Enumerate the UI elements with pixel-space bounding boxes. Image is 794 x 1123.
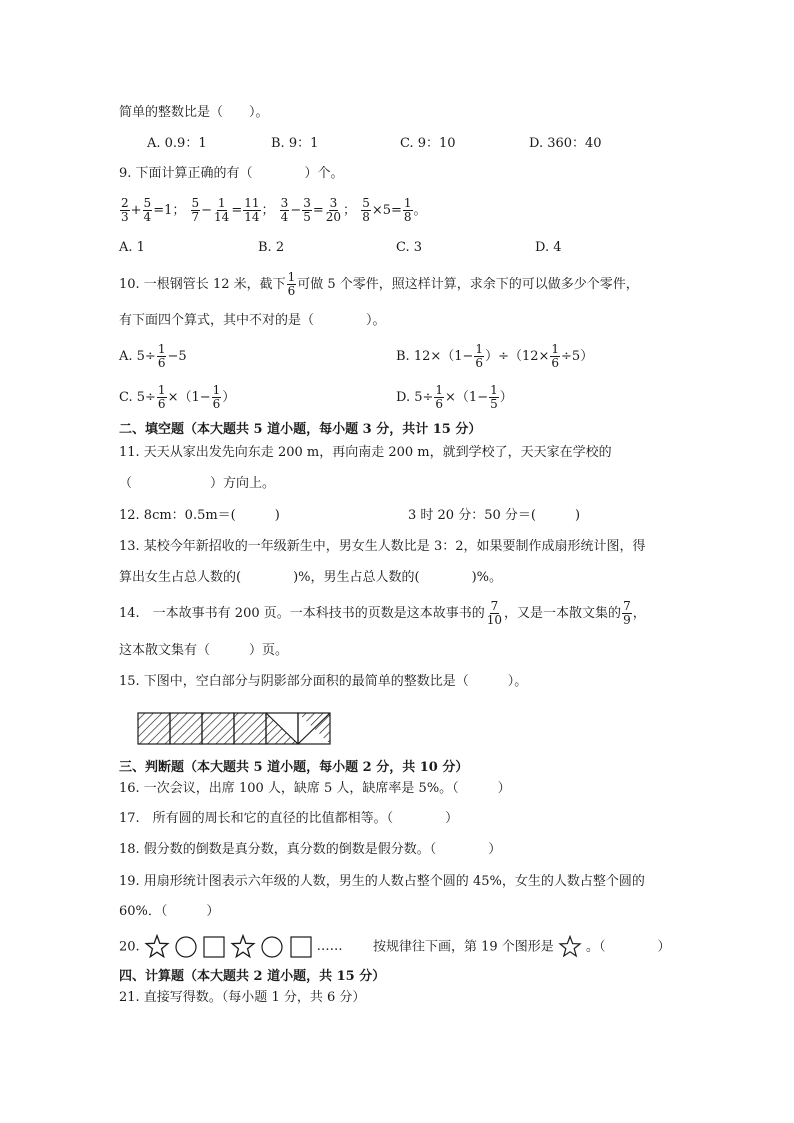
q12-right: 3 时 20 分：50 分＝( ) [408, 508, 581, 523]
fraction: $\frac{3}{4}$ [280, 196, 289, 224]
fraction: $\frac{2}{3}$ [121, 196, 129, 224]
q9-expressions: $\frac{2}{3}$ + $\frac{5}{4}$ =1； $\frac{5}{7}$ − $\frac{1}{14}$ = $\frac{11}{14}$ ； $\frac{3}{4}$ − $\frac{3}{5}$ = $\frac{3}{20}$ ； $\frac{5}{8}$ ×5= $\frac{1}{8}$ 。 [121, 196, 427, 224]
q8-option-d[interactable]: D. 360：40 [529, 136, 602, 151]
q19-line2: 60%．（ ） [119, 904, 220, 919]
fraction: $\frac{5}{4}$ [143, 196, 152, 224]
q14-line1: 14. 一本故事书有 200 页。一本科技书的页数是这本故事书的 $\frac{7}{10}$ ，又是一本散文集的 $\frac{7}{9}$ ， [119, 599, 646, 627]
q19-line1: 19. 用扇形统计图表示六年级的人数，男生的人数占整个圆的 45%，女生的人数占整个圆的 [119, 874, 645, 889]
q8-option-b[interactable]: B. 9：1 [271, 136, 319, 151]
q10-option-c[interactable]: C. 5÷ $\frac{1}{6}$ ×（1− $\frac{1}{6}$ ） [119, 383, 236, 411]
q10-stem-line2: 有下面四个算式，其中不对的是（ ）。 [119, 313, 386, 328]
fraction: $\frac{1}{6}$ [212, 383, 221, 411]
fraction: $\frac{1}{6}$ [475, 342, 484, 370]
fraction: $\frac{7}{10}$ [486, 599, 503, 627]
square-icon [289, 935, 313, 959]
q17: 17. 所有圆的周长和它的直径的比值都相等。（ ） [119, 811, 459, 826]
section-heading-fill-blank: 二、填空题（本大题共 5 道小题，每小题 3 分，共计 15 分） [119, 422, 482, 437]
star-icon [144, 934, 170, 960]
ellipsis: …… [316, 939, 343, 954]
q11-line2: （ ）方向上。 [119, 476, 276, 491]
fraction: $\frac{3}{5}$ [303, 196, 311, 224]
star-icon [230, 934, 256, 960]
star-icon [558, 935, 582, 959]
q9-option-a[interactable]: A. 1 [119, 240, 145, 255]
q18: 18. 假分数的倒数是真分数，真分数的倒数是假分数。（ ） [119, 842, 502, 857]
fraction: $\frac{1}{5}$ [490, 383, 498, 411]
fraction: $\frac{1}{6}$ [157, 383, 166, 411]
fraction: $\frac{11}{14}$ [244, 196, 260, 224]
q10-option-b[interactable]: B. 12×（1− $\frac{1}{6}$ ）÷（12× $\frac{1}{6}$ ÷5） [396, 342, 594, 370]
fraction: $\frac{5}{7}$ [191, 196, 200, 224]
fraction: $\frac{1}{8}$ [403, 196, 412, 224]
q15-stem: 15. 下图中，空白部分与阴影部分面积的最简单的整数比是（ ）。 [119, 674, 528, 689]
q8-option-c[interactable]: C. 9：10 [400, 136, 456, 151]
section-heading-calculation: 四、计算题（本大题共 2 道小题，共 15 分） [119, 969, 386, 984]
q10-option-a[interactable]: A. 5÷ $\frac{1}{6}$ −5 [119, 342, 187, 370]
fraction: $\frac{7}{9}$ [623, 599, 631, 627]
circle-icon [260, 935, 284, 959]
q11-line1: 11. 天天从家出发先向东走 200 m，再向南走 200 m，就到学校了，天天家在学校的 [119, 445, 612, 460]
fraction: $\frac{5}{8}$ [362, 196, 370, 224]
q9-option-c[interactable]: C. 3 [396, 240, 423, 255]
q10-option-d[interactable]: D. 5÷ $\frac{1}{6}$ ×（1− $\frac{1}{5}$ ） [396, 383, 513, 411]
q15-hatched-figure [137, 712, 333, 746]
q21: 21. 直接写得数。（每小题 1 分，共 6 分） [119, 990, 366, 1005]
q8-stem-tail: 简单的整数比是（ ）。 [119, 105, 269, 120]
q10-stem: 10. 一根钢管长 12 米，截下 $\frac{1}{6}$ 可做 5 个零件，照这样计算，求余下的可以做多少个零件， [119, 270, 639, 298]
q9-option-b[interactable]: B. 2 [258, 240, 285, 255]
q9-stem: 9. 下面计算正确的有（ ）个。 [119, 166, 344, 181]
q20-text: 按规律往下画，第 19 个图形是 [372, 939, 554, 955]
q12-left: 12. 8cm：0.5m＝( ) [119, 508, 280, 523]
fraction: $\frac{3}{20}$ [325, 196, 342, 224]
section-heading-true-false: 三、判断题（本大题共 5 道小题，每小题 2 分，共 10 分） [119, 760, 469, 775]
fraction: $\frac{1}{6}$ [157, 342, 166, 370]
q20-tail: 。（ ） [586, 939, 671, 955]
q14-line2: 这本散文集有（ ）页。 [119, 643, 289, 658]
fraction: $\frac{1}{14}$ [214, 196, 230, 224]
square-icon [202, 935, 226, 959]
q16: 16. 一次会议，出席 100 人，缺席 5 人，缺席率是 5%。（ ） [119, 781, 511, 796]
q8-option-a[interactable]: A. 0.9：1 [147, 136, 207, 151]
q13-line2: 算出女生占总人数的( )%，男生占总人数的( )%。 [119, 570, 502, 585]
fraction: $\frac{1}{6}$ [435, 383, 444, 411]
circle-icon [174, 935, 198, 959]
q9-option-d[interactable]: D. 4 [535, 240, 562, 255]
q20: 20. …… 按规律往下画，第 19 个图形是 。（ ） [119, 931, 671, 964]
q13-line1: 13. 某校今年新招收的一年级新生中，男女生人数比是 3：2，如果要制作成扇形统计图，得 [119, 539, 646, 554]
fraction: $\frac{1}{6}$ [287, 270, 296, 298]
fraction: $\frac{1}{6}$ [551, 342, 560, 370]
